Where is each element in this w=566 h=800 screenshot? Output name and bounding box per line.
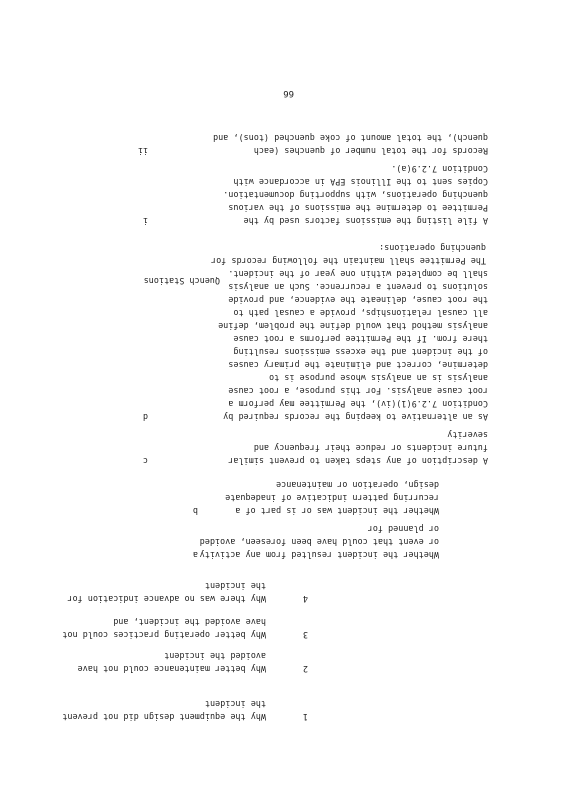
text-line: quenching operations: xyxy=(379,243,486,253)
text-line: or planned for xyxy=(367,524,439,534)
list-marker: 4 xyxy=(302,594,308,604)
text-line: future incidents or reduce their frequency and xyxy=(253,443,488,453)
text-line: Condition 7.2.9(1)(iv), the Permittee may perform a xyxy=(228,399,488,409)
text-line: root cause analysis. For this purpose, a root cause xyxy=(228,386,488,396)
text-line: Copies sent to the Illinois EPA in accordance with xyxy=(233,177,488,187)
text-line: Records for the total number of quenches (each xyxy=(253,146,488,156)
text-line: Why better maintenance could not have xyxy=(77,664,266,674)
text-line: or event that could have been foreseen, avoided xyxy=(199,537,439,547)
text-line: severity xyxy=(447,430,488,440)
text-line: design, operation or maintenance xyxy=(276,480,439,490)
text-line: shall be completed within one year of the incident. xyxy=(228,269,488,279)
list-marker: d xyxy=(142,412,148,422)
text-line: quench), the total amount of coke quenched (tons), and xyxy=(213,133,488,143)
list-marker: ii xyxy=(137,146,148,156)
list-marker: a xyxy=(192,550,198,560)
text-line: Condition 7.2.9(a). xyxy=(391,164,488,174)
text-line: analysis method that would define the problem, define xyxy=(218,321,488,331)
text-line: avoided the incident xyxy=(164,651,266,661)
list-marker: 1 xyxy=(302,712,308,722)
section-heading: Quench Stations xyxy=(143,276,220,286)
text-line: A description of any steps taken to prevent similar xyxy=(228,456,488,466)
text-line: the incident xyxy=(204,699,266,709)
list-marker: 3 xyxy=(302,630,308,640)
text-line: Whether the incident was or is part of a xyxy=(235,506,439,516)
list-marker: i xyxy=(142,216,148,226)
text-line: the root cause, delineate the evidence, and provide xyxy=(228,295,488,305)
text-line: determine, correct and eliminate the primary causes xyxy=(228,360,488,370)
text-line: there from. If the Permittee performs a root cause xyxy=(233,334,488,344)
text-line: Why the equipment design did not prevent xyxy=(62,712,266,722)
text-line: solutions to prevent a recurrence. Such an analysis xyxy=(228,282,488,292)
page-number: 66 xyxy=(283,88,294,98)
text-line: recurring pattern indicative of inadequate xyxy=(225,493,439,503)
list-marker: b xyxy=(192,506,198,516)
text-line: have avoided the incident, and xyxy=(113,617,266,627)
text-line: Why there was no advance indication for xyxy=(67,594,266,604)
text-line: Whether the incident resulted from any activity xyxy=(199,550,439,560)
list-marker: c xyxy=(142,456,148,466)
text-line: the incident xyxy=(204,581,266,591)
text-line: Why better operating practices could not xyxy=(62,630,266,640)
text-line: A file listing the emissions factors used by the xyxy=(243,216,488,226)
text-line: As an alternative to keeping the records required by xyxy=(223,412,488,422)
text-line: quenching operations, with supporting documentation. xyxy=(223,190,488,200)
text-line: The Permittee shall maintain the following records for xyxy=(211,256,486,266)
text-line: of the incident and the excess emissions resulting xyxy=(233,347,488,357)
text-line: analysis is an analysis whose purpose is to xyxy=(269,373,488,383)
text-line: all causal relationships, provide a causal path to xyxy=(233,308,488,318)
text-line: Permittee to determine the emissions of the various xyxy=(228,203,488,213)
list-marker: 2 xyxy=(302,664,308,674)
